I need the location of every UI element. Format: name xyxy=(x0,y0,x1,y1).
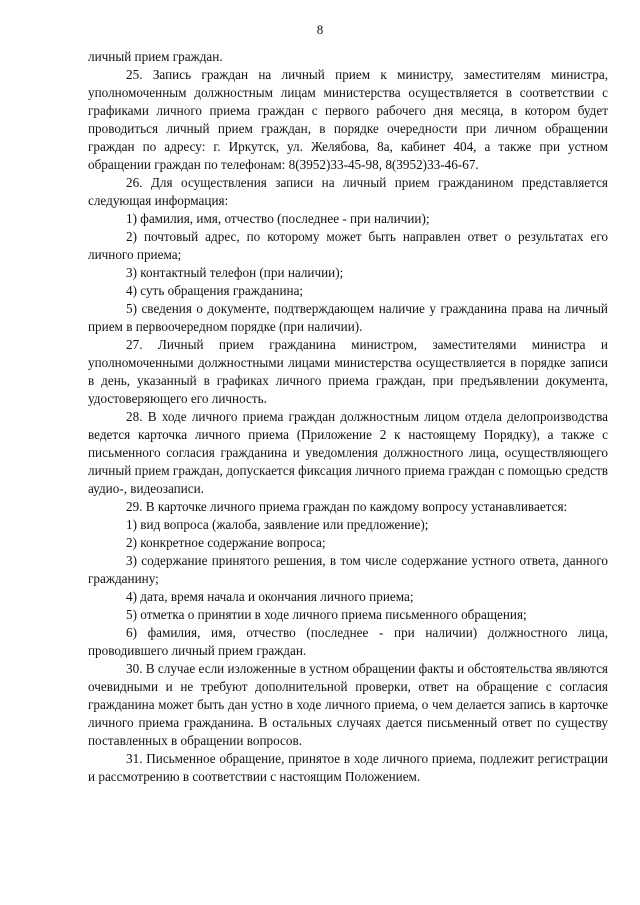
paragraph-30: 30. В случае если изложенные в устном обращении факты и обстоятельства являются очевидными и не требуют дополнительной проверки, ответ на обращение с согласия гражданина может быть дан устно в ходе личного приема, о чем делается запись в карточке личного приема гражданина. В остальных случаях дается письменный ответ по существу поставленных в обращении вопросов. xyxy=(88,661,608,748)
paragraph-28: 28. В ходе личного приема граждан должностным лицом отдела делопроизводства ведется карточка личного приема (Приложение 2 к настоящему Порядку), а также с письменного согласия гражданина и уведомления должностного лица, осуществляющего личный прием граждан, допускается фиксация личного приема граждан с помощью средств аудио-, видеозаписи. xyxy=(88,409,608,496)
paragraph-29-item-1: 1) вид вопроса (жалоба, заявление или предложение); xyxy=(126,517,429,532)
paragraph-continuation: личный прием граждан. xyxy=(88,49,223,64)
page-number: 8 xyxy=(316,22,324,37)
paragraph-27: 27. Личный прием гражданина министром, заместителями министра и уполномоченными должностными лицами министерства осуществляется в порядке записи в день, указанный в графиках личного приема граждан, при предъявлении документа, удостоверяющего его личность. xyxy=(88,337,608,406)
paragraph-26-item-4: 4) суть обращения гражданина; xyxy=(126,283,304,298)
paragraph-26-item-5: 5) сведения о документе, подтверждающем наличие у гражданина права на личный прием в первоочередном порядке (при наличии). xyxy=(88,301,608,334)
paragraph-29-item-4: 4) дата, время начала и окончания личного приема; xyxy=(126,589,414,604)
paragraph-29-item-5: 5) отметка о принятии в ходе личного приема письменного обращения; xyxy=(126,607,527,622)
paragraph-31: 31. Письменное обращение, принятое в ходе личного приема, подлежит регистрации и рассмотрению в соответствии с настоящим Положением. xyxy=(88,751,608,784)
document-body xyxy=(88,48,608,786)
paragraph-29-item-6: 6) фамилия, имя, отчество (последнее - при наличии) должностного лица, проводившего личный прием граждан. xyxy=(88,625,608,658)
paragraph-26-item-3: 3) контактный телефон (при наличии); xyxy=(126,265,344,280)
paragraph-29-item-3: 3) содержание принятого решения, в том числе содержание устного ответа, данного гражданину; xyxy=(88,553,608,586)
paragraph-26-item-2: 2) почтовый адрес, по которому может быть направлен ответ о результатах его личного приема; xyxy=(88,229,608,262)
paragraph-26: 26. Для осуществления записи на личный прием гражданином представляется следующая информация: xyxy=(88,175,608,208)
paragraph-29-item-2: 2) конкретное содержание вопроса; xyxy=(126,535,326,550)
paragraph-25: 25. Запись граждан на личный прием к министру, заместителям министра, уполномоченным должностным лицам министерства осуществляется в соответствии с графиками личного приема граждан с первого рабочего дня месяца, в котором будет проводиться личный прием граждан, в порядке очередности при личном обращении граждан по адресу: г. Иркутск, ул. Желябова, 8а, кабинет 404, а также при устном обращении граждан по телефонам: 8(3952)33-45-98, 8(3952)33-46-67. xyxy=(88,67,608,172)
paragraph-29: 29. В карточке личного приема граждан по каждому вопросу устанавливается: xyxy=(126,499,568,514)
paragraph-26-item-1: 1) фамилия, имя, отчество (последнее - при наличии); xyxy=(126,211,430,226)
